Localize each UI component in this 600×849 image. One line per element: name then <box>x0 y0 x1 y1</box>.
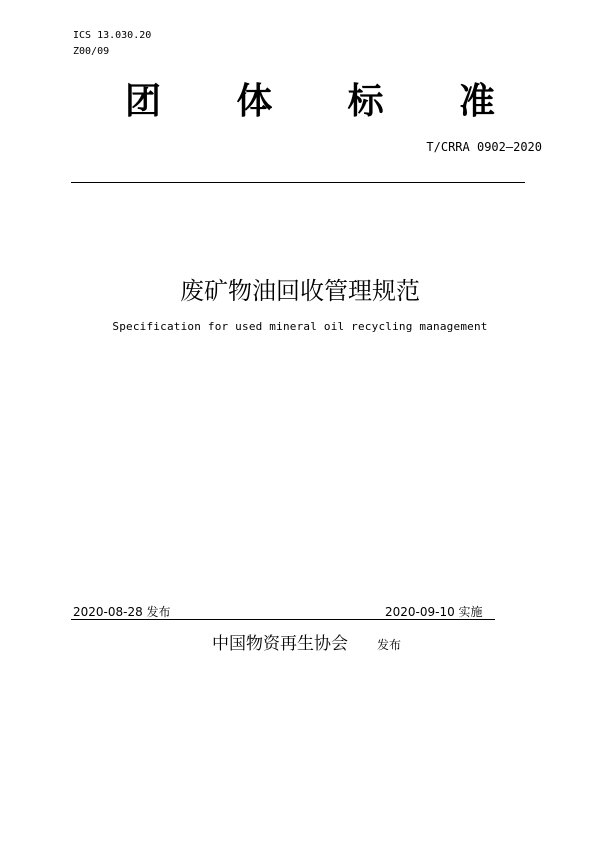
implementation-date: 2020-09-10 实施 <box>385 605 483 619</box>
ics-code: ICS 13.030.20 <box>73 30 152 41</box>
classification-code: Z00/09 <box>73 46 110 57</box>
standard-number: T/CRRA 0902—2020 <box>426 140 542 154</box>
issuer-name: 中国物资再生协会 <box>212 634 348 654</box>
standard-type-char: 团 <box>125 81 162 122</box>
publish-date: 2020-08-28 发布 <box>73 605 171 619</box>
document-title-english: Specification for used mineral oil recycling management <box>112 320 488 333</box>
header-divider <box>71 182 525 183</box>
issuer-suffix: 发布 <box>377 638 402 652</box>
standard-type-char: 准 <box>458 81 495 122</box>
standard-type-heading <box>125 80 495 124</box>
dates-divider <box>71 619 495 620</box>
standard-type-char: 体 <box>236 81 273 122</box>
document-title-chinese: 废矿物油回收管理规范 <box>180 277 420 305</box>
standard-type-char: 标 <box>347 81 384 122</box>
